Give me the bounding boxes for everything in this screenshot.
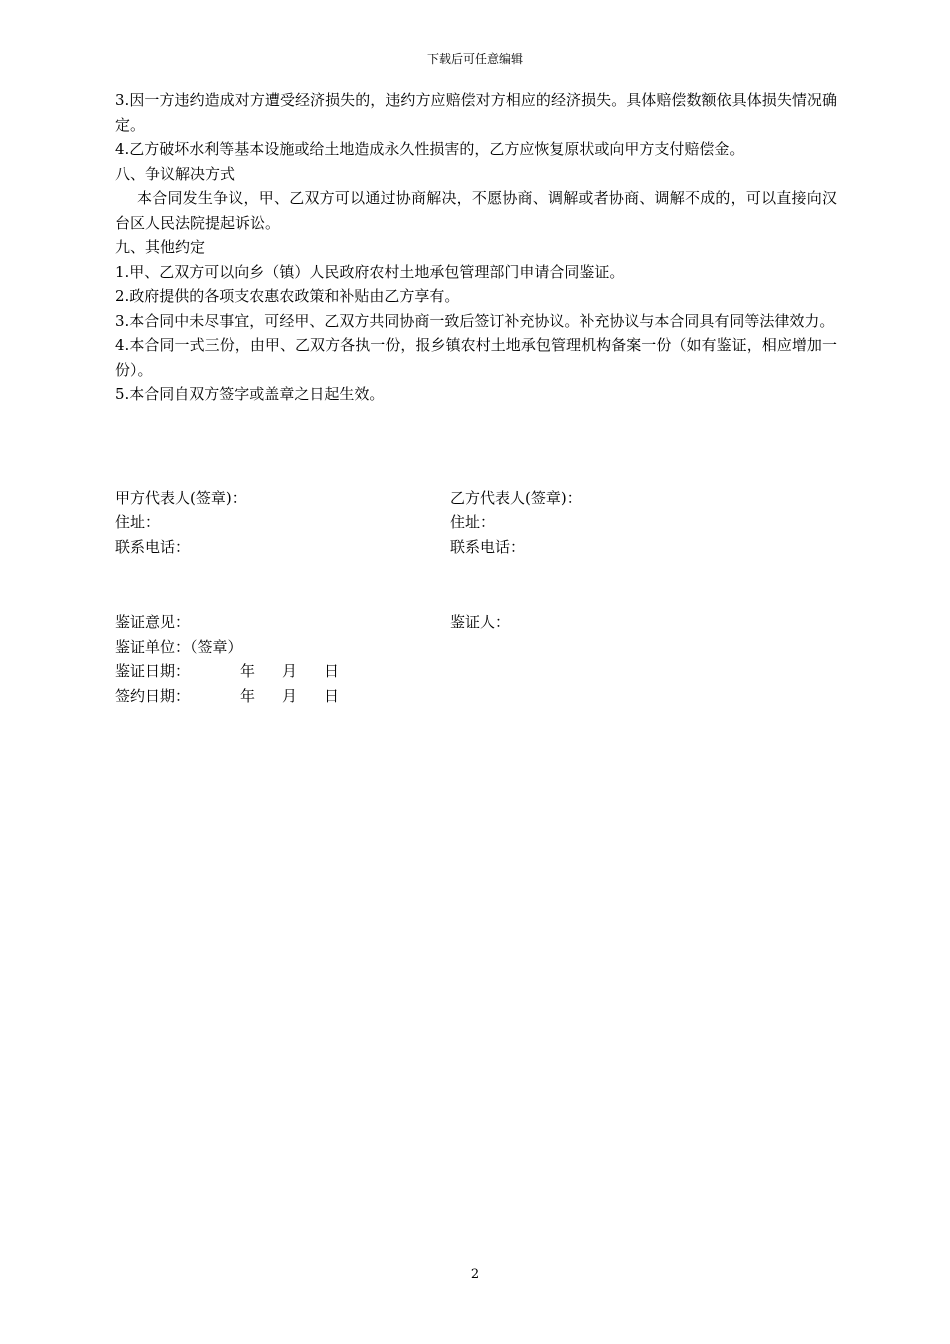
clause-other-3: 3.本合同中未尽事宜，可经甲、乙双方共同协商一致后签订补充协议。补充协议与本合同具有同等法律效力。 [115, 311, 835, 330]
clause-dispute-resolution: 本合同发生争议，甲、乙双方可以通过协商解决，不愿协商、调解或者协商、调解不成的，可以直接向汉台区人民法院提起诉讼。 [115, 189, 837, 232]
party-a-address-label: 住址： [115, 513, 161, 531]
verification-date-year: 年 [240, 662, 256, 680]
signing-date-year: 年 [240, 687, 256, 705]
section-heading-dispute: 八、争议解决方式 [115, 164, 236, 183]
verification-unit-label: 鉴证单位：（签章） [115, 638, 243, 656]
page-number: 2 [470, 1267, 480, 1282]
verification-opinion-label: 鉴证意见： [115, 613, 191, 631]
contract-body [115, 88, 837, 407]
party-b-representative-label: 乙方代表人(签章)： [450, 489, 582, 507]
party-b-phone-label: 联系电话： [450, 538, 526, 556]
party-a-representative-label: 甲方代表人(签章)： [115, 489, 247, 507]
page-header: 下载后可任意编辑 [426, 52, 523, 66]
verifier-label: 鉴证人： [450, 613, 511, 631]
section-heading-other: 九、其他约定 [115, 238, 206, 256]
verification-date-month: 月 [282, 662, 298, 680]
signing-date-day: 日 [324, 687, 340, 705]
verification-date-day: 日 [324, 662, 340, 680]
clause-breach-compensation: 3.因一方违约造成对方遭受经济损失的，违约方应赔偿对方相应的经济损失。具体赔偿数额依具体损失情况确定。 [115, 91, 837, 134]
clause-other-4: 4.本合同一式三份，由甲、乙双方各执一份，报乡镇农村土地承包管理机构备案一份（如有鉴证，相应增加一份）。 [115, 336, 837, 379]
verification-date-label: 鉴证日期： [115, 662, 191, 680]
signing-date-month: 月 [282, 687, 298, 705]
signing-date-label: 签约日期： [115, 687, 191, 705]
clause-other-1: 1.甲、乙双方可以向乡（镇）人民政府农村土地承包管理部门申请合同鉴证。 [115, 262, 625, 281]
clause-other-5: 5.本合同自双方签字或盖章之日起生效。 [115, 385, 385, 403]
party-b-address-label: 住址： [450, 513, 496, 531]
party-a-phone-label: 联系电话： [115, 538, 191, 556]
clause-damage-restoration: 4.乙方破坏水利等基本设施或给土地造成永久性损害的，乙方应恢复原状或向甲方支付赔偿金。 [115, 140, 745, 158]
clause-other-2: 2.政府提供的各项支农惠农政策和补贴由乙方享有。 [115, 287, 460, 305]
